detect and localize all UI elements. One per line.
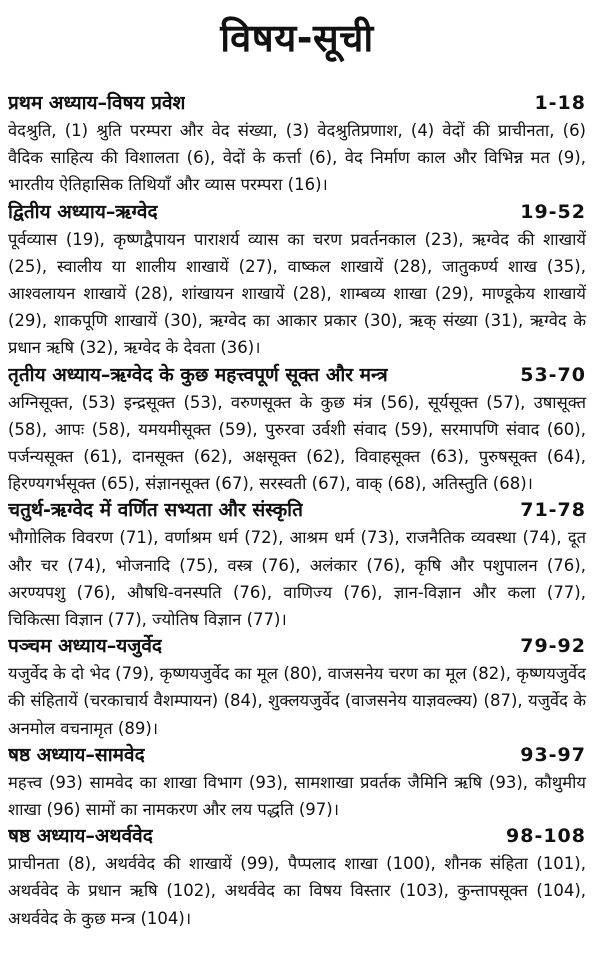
chapter-topics: भौगोलिक विवरण (71), वर्णाश्रम धर्म (72), आश्रम धर्म (73), राजनैतिक व्यवस्था (74), दूत और चर (74), भोजनादि (75), वस्त्र (76), अलंकार (76), कृषि और पशुपालन (76), अरण्यपशु (76), औषधि-वनस्पति (76), वाणिज्य (76), ज्ञान-विज्ञान और कला (77), चिकित्सा विज्ञान (77), ज्योतिष विज्ञान (77)। xyxy=(8,528,586,630)
chapter-page-range: 19-52 xyxy=(520,200,586,223)
chapter-topics: अग्निसूक्त, (53) इन्द्रसूक्त (53), वरुणसूक्त के कुछ मंत्र (56), सूर्यसूक्त (57), उषासूक्त (58), आपः (58), यमयमीसूक्त (59), पुरुरवा उर्वशी संवाद (59), सरमापणि संवाद (60), पर्जन्यसूक्त (61), दानसूक्त (62), अक्षसूक्त (62), विवाहसूक्त (63), पुरुषसूक्त (64), हिरण्यगर्भसूक्त (65), संज्ञानसूक्त (67), सरस्वती (67), वाक् (68), अतिस्तुति (68)। xyxy=(8,392,586,494)
chapter-page-range: 71-78 xyxy=(520,499,586,522)
chapter-topics: पूर्वव्यास (19), कृष्णद्वैपायन पाराशर्य व्यास का चरण प्रवर्तनकाल (23), ऋग्वेद की शाखायें (25), स्वालीय या शालीय शाखायें (27), वाष्कल शाखायें (28), जातुकर्ण्य शाख (35), आश्वलायन शाखायें (28), शांखायन शाखायें (28), शाम्बव्य शाखा (29), माण्डूकेय शाखायें (29), शाकपूणि शाखायें (30), ऋग्वेद का आकार प्रकार (30), ऋक् संख्या (31), ऋग्वेद के प्रधान ऋषि (32), ऋग्वेद के देवता (36)। xyxy=(8,229,586,358)
chapter-page-range: 53-70 xyxy=(520,363,586,386)
chapter-page-range: 79-92 xyxy=(520,635,586,658)
chapter-5 xyxy=(8,633,586,742)
chapter-heading xyxy=(8,497,586,524)
chapter-topics: वेदश्रुति, (1) श्रुति परम्परा और वेद संख्या, (3) वेदश्रुतिप्रणाश, (4) वेदों की प्राचीनता, (6) वैदिक साहित्य की विशालता (6), वेदों के कर्त्ता (6), वेद निर्माण काल और विभिन्न मत (9), भारतीय ऐतिहासिक तिथियाँ और व्यास परम्परा (16)। xyxy=(8,121,586,195)
chapter-heading xyxy=(8,90,586,117)
chapter-page-range: 98-108 xyxy=(506,825,586,848)
chapter-title: षष्ठ अध्याय–अथर्ववेद xyxy=(8,825,153,848)
chapter-topics: यजुर्वेद के दो भेद (79), कृष्णयजुर्वेद का मूल (80), वाजसनेय चरण का मूल (82), कृष्णयजुर्वेद की संहितायें (चरकाचार्य वैशम्पायन) (84), शुक्लयजुर्वेद (वाजसनेय याज्ञवल्क्य) (87), यजुर्वेद के अनमोल वचनामृत (89)। xyxy=(8,664,586,738)
chapter-page-range: 1-18 xyxy=(534,92,586,114)
chapter-2 xyxy=(8,199,586,362)
chapter-3 xyxy=(8,362,586,498)
chapter-1 xyxy=(8,90,586,199)
chapter-heading xyxy=(8,362,586,389)
chapter-6 xyxy=(8,742,586,823)
chapter-7 xyxy=(8,823,586,932)
chapter-heading xyxy=(8,633,586,660)
chapter-title: पञ्चम अध्याय–यजुर्वेद xyxy=(8,635,162,658)
chapter-heading xyxy=(8,742,586,769)
chapter-title: तृतीय अध्याय–ऋग्वेद के कुछ महत्त्वपूर्ण सूक्त और मन्त्र xyxy=(8,363,388,386)
chapter-title: षष्ठ अध्याय–सामवेद xyxy=(8,743,145,766)
chapter-title: प्रथम अध्याय–विषय प्रवेश xyxy=(8,92,186,114)
chapter-topics: प्राचीनता (8), अथर्ववेद की शाखायें (99), पैप्पलाद शाखा (100), शौनक संहिता (101), अथर्ववेद के प्रधान ऋषि (102), अथर्ववेद का विषय विस्तार (103), कुन्तापसूक्त (104), अथर्ववेद के कुछ मन्त्र (104)। xyxy=(8,854,586,928)
chapter-heading xyxy=(8,199,586,226)
chapter-title: चतुर्थ-ऋग्वेद में वर्णित सभ्यता और संस्कृति xyxy=(8,499,303,522)
chapter-topics: महत्त्व (93) सामवेद का शाखा विभाग (93), सामशाखा प्रवर्तक जैमिनि ऋषि (93), कौथुमीय शाखा (96) सामों का नामकरण और लय पद्धति (97)। xyxy=(8,772,586,820)
chapter-heading xyxy=(8,823,586,850)
page-title: विषय-सूची xyxy=(220,16,374,60)
chapter-title: द्वितीय अध्याय–ऋग्वेद xyxy=(8,200,158,223)
chapter-page-range: 93-97 xyxy=(520,743,586,766)
chapter-4 xyxy=(8,497,586,633)
